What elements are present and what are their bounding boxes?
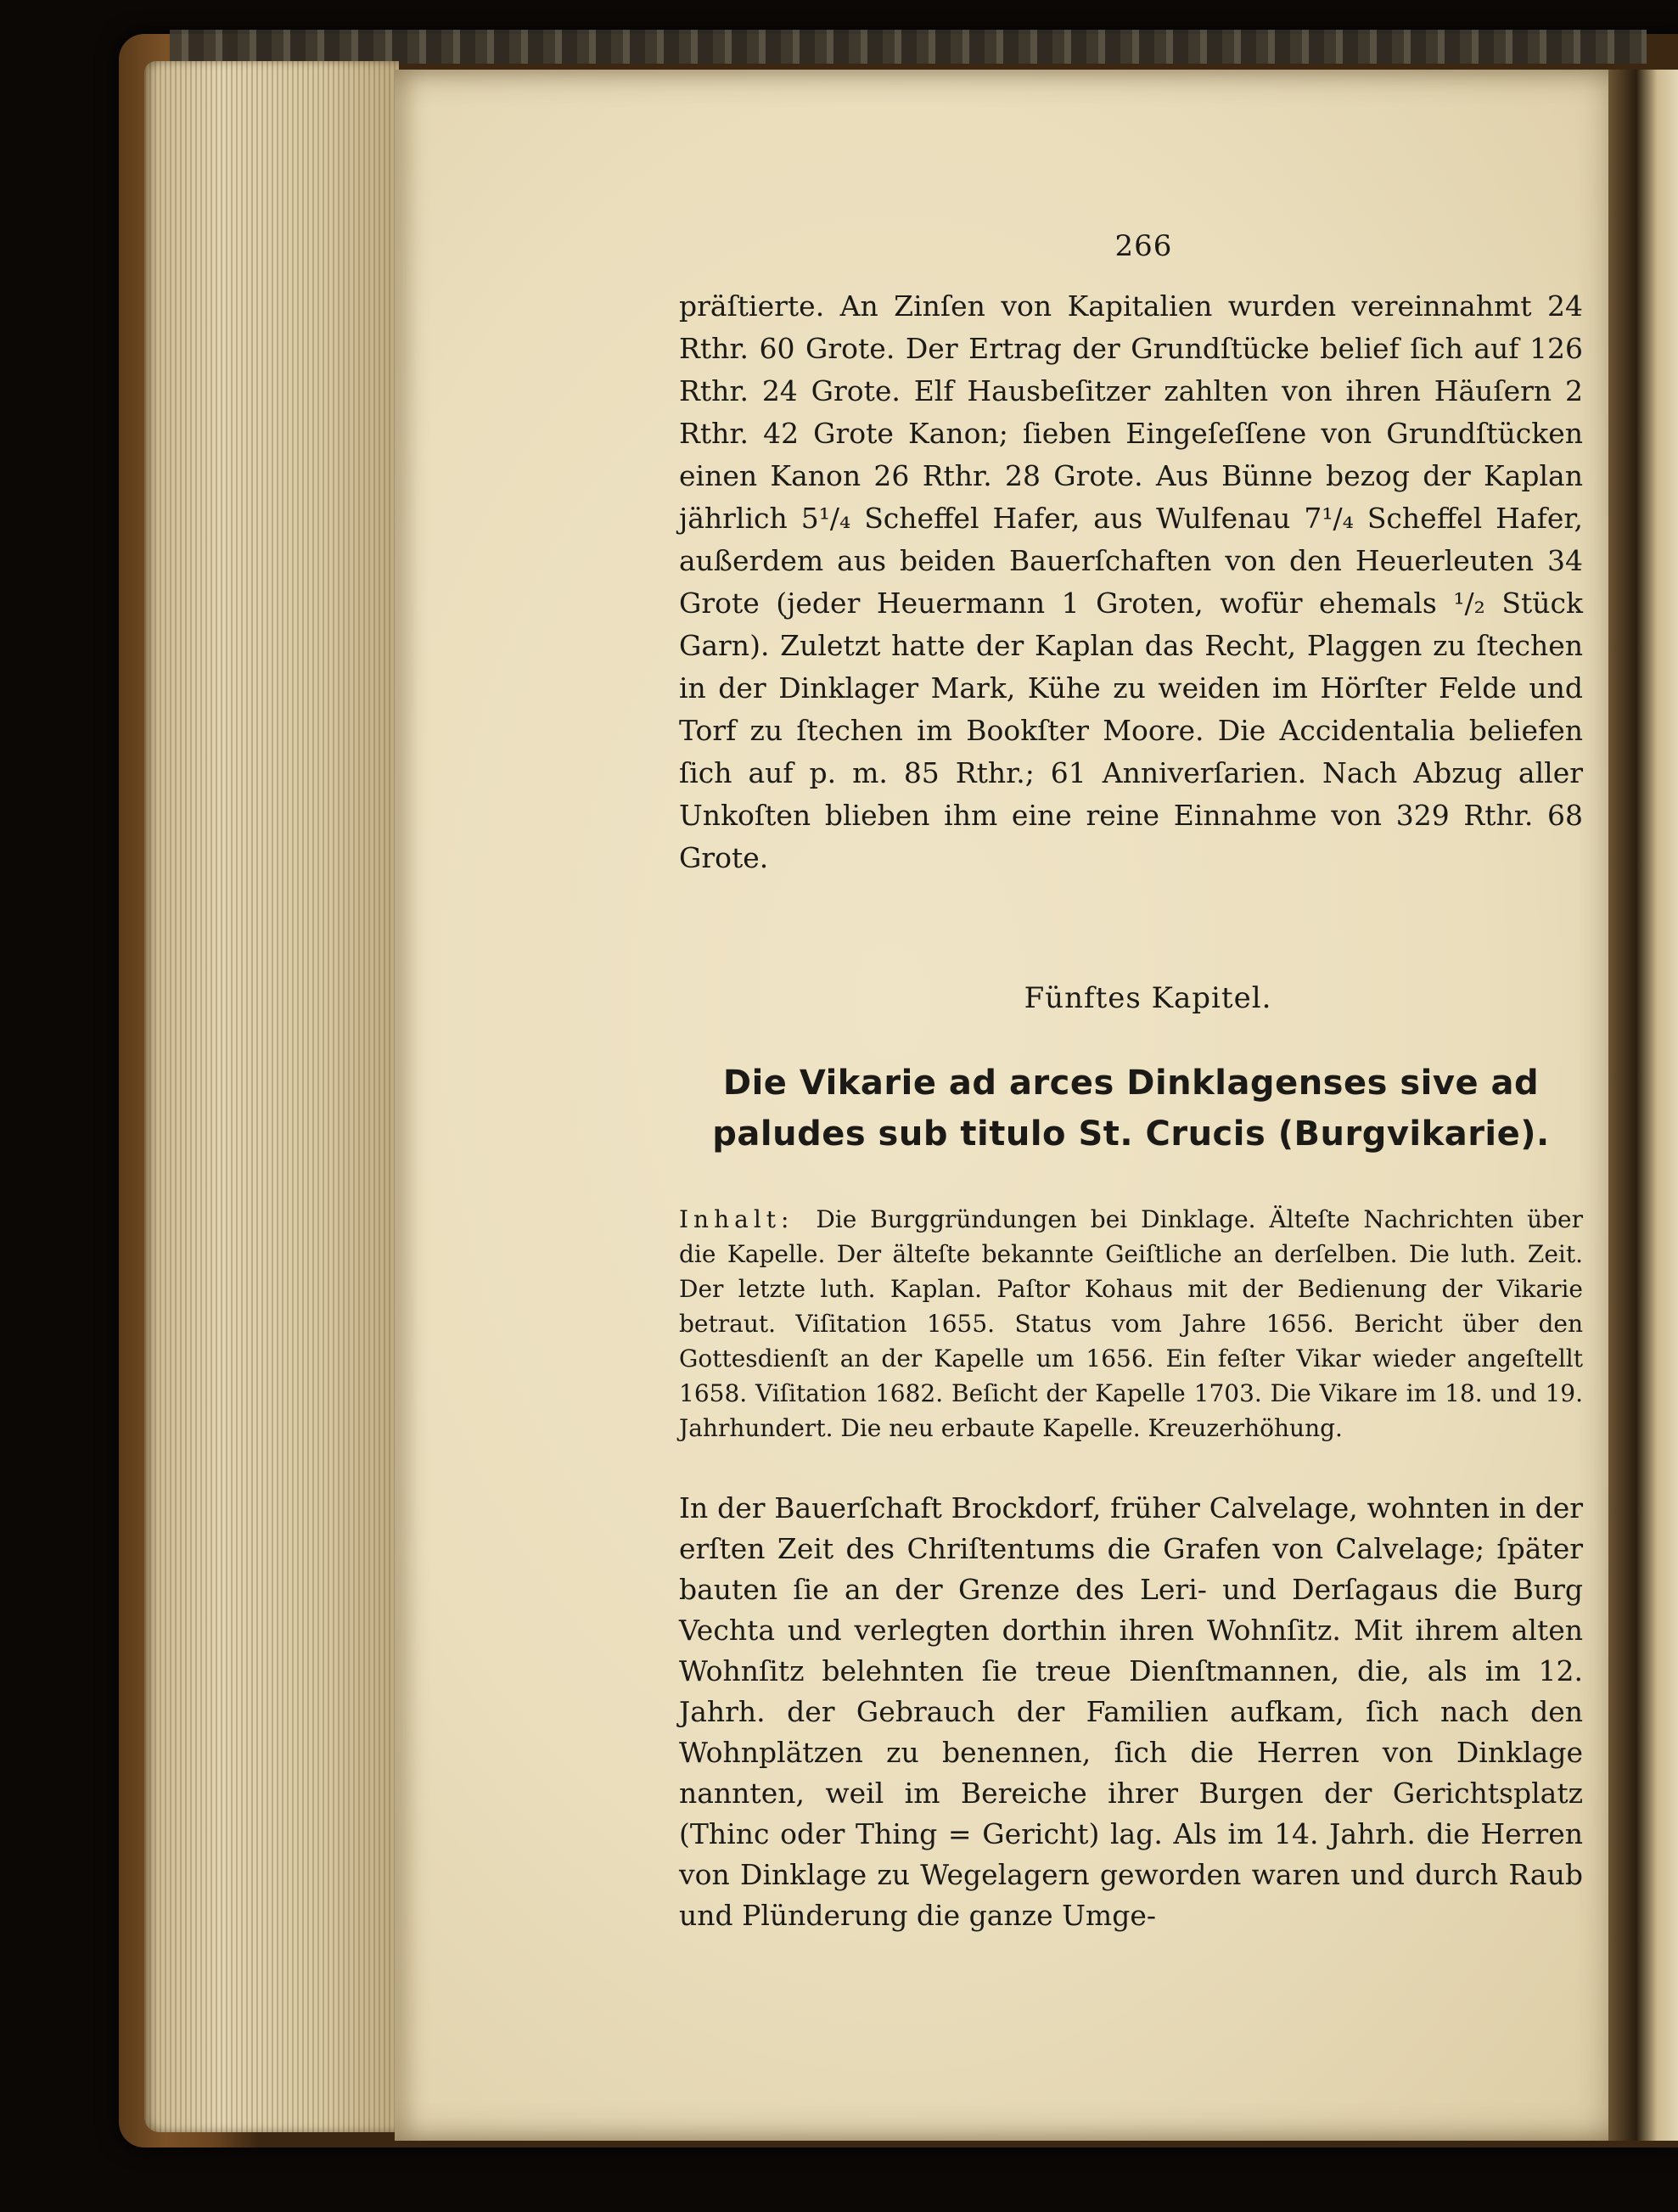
page-text <box>679 229 1583 1936</box>
book-headband <box>170 30 1647 64</box>
summary-label: Inhalt: <box>679 1205 794 1233</box>
summary-text: Die Burggründungen bei Dinklage. Älteſte Nachrichten über die Kapelle. Der älteſte bekannte Geiſtliche an derſelben. Die luth. Zeit. Der letzte luth. Kaplan. Paſtor Kohaus mit der Bedienung der Vikarie betraut. Viſitation 1655. Status vom Jahre 1656. Bericht über den Gottesdienſt an der Kapelle um 1656. Ein feſter Vikar wieder angeſtellt 1658. Viſitation 1682. Beſicht der Kapelle 1703. Die Vikare im 18. und 19. Jahrhundert. Die neu erbaute Kapelle. Kreuzerhöhung. <box>679 1205 1584 1442</box>
book-gutter <box>1608 70 1678 2141</box>
page-number: 266 <box>1114 229 1173 263</box>
chapter-label: Fünftes Kapitel. <box>1024 981 1272 1015</box>
body-paragraph: In der Bauerſchaft Brockdorf, früher Calvelage, wohnten in der erſten Zeit des Chriſtentums die Grafen von Calvelage; ſpäter bauten ſie an der Grenze des Leri- und Derſagaus die Burg Vechta und verlegten dorthin ihren Wohnſitz. Mit ihrem alten Wohnſitz belehnten ſie treue Dienſtmannen, die, als im 12. Jahrh. der Gebrauch der Familien aufkam, ſich nach den Wohnplätzen zu benennen, ſich die Herren von Dinklage nannten, weil im Bereiche ihrer Burgen der Gerichtsplatz (Thinc oder Thing = Gericht) lag. Als im 14. Jahrh. die Herren von Dinklage zu Wegelagern geworden waren und durch Raub und Plünderung die ganze Umge- <box>679 1491 1583 1932</box>
chapter-summary <box>679 1202 1583 1446</box>
continuation-paragraph: präſtierte. An Zinſen von Kapitalien wurden vereinnahmt 24 Rthr. 60 Grote. Der Ertrag der Grundſtücke belief ſich auf 126 Rthr. 24 Grote. Elf Hausbeſitzer zahlten von ihren Häuſern 2 Rthr. 42 Grote Kanon; ſieben Eingeſeſſene von Grundſtücken einen Kanon 26 Rthr. 28 Grote. Aus Bünne bezog der Kaplan jährlich 5¹/₄ Scheffel Hafer, aus Wulfenau 7¹/₄ Scheffel Hafer, außerdem aus beiden Bauerſchaften von den Heuerleuten 34 Grote (jeder Heuermann 1 Groten, wofür ehemals ¹/₂ Stück Garn). Zuletzt hatte der Kaplan das Recht, Plaggen zu ſtechen in der Dinklager Mark, Kühe zu weiden im Hörſter Felde und Torf zu ſtechen im Bookſter Moore. Die Accidentalia beliefen ſich auf p. m. 85 Rthr.; 61 Anniverſarien. Nach Abzug aller Unkoſten blieben ihm eine reine Einnahme von 329 Rthr. 68 Grote. <box>679 289 1583 874</box>
chapter-title: Die Vikarie ad arces Dinklagenses sive ad paludes sub titulo St. Crucis (Burgvikarie). <box>712 1064 1550 1154</box>
page-fore-edge <box>144 61 399 2132</box>
